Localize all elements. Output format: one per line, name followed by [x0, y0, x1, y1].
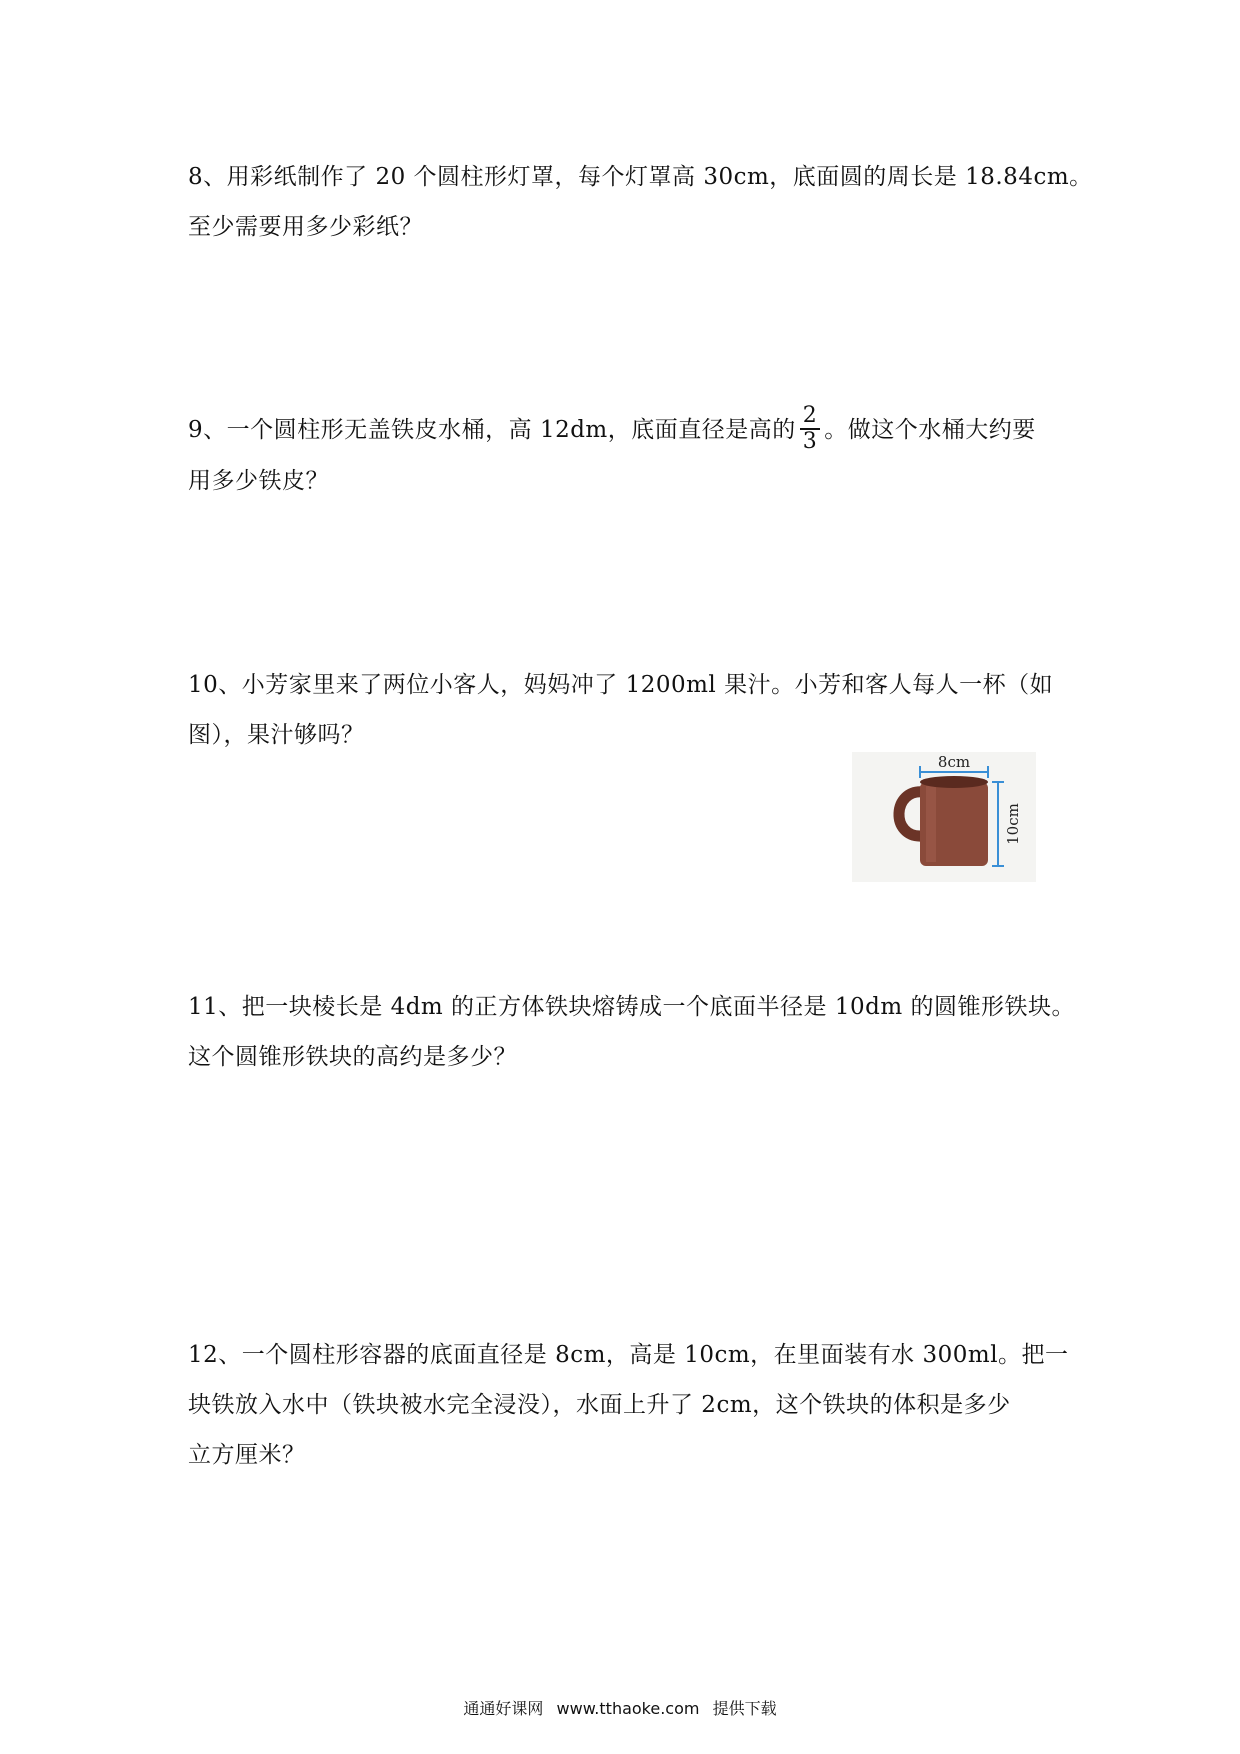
problem-12 [188, 1330, 1068, 1480]
mug-figure [852, 752, 1036, 882]
problem-12-line-1: 12、一个圆柱形容器的底面直径是 8cm，高是 10cm，在里面装有水 300ml。把一 [188, 1342, 1069, 1368]
problem-11 [188, 982, 1075, 1082]
problem-8-line-1: 8、用彩纸制作了 20 个圆柱形灯罩，每个灯罩高 30cm，底面圆的周长是 18.84cm。 [188, 164, 1093, 190]
problem-12-line-3: 立方厘米？ [188, 1442, 306, 1468]
problem-12-line-2: 块铁放入水中（铁块被水完全浸没），水面上升了 2cm，这个铁块的体积是多少 [188, 1392, 1011, 1418]
footer-site-name: 通通好课网 [463, 1699, 544, 1718]
problem-11-line-2: 这个圆锥形铁块的高约是多少？ [188, 1044, 517, 1070]
page-footer [0, 1696, 1240, 1719]
problem-9-line-2: 用多少铁皮？ [188, 468, 329, 494]
problem-8-line-2: 至少需要用多少彩纸？ [188, 214, 423, 240]
mug-highlight [926, 786, 936, 862]
problem-9-line-1 [188, 405, 1068, 456]
problem-10-line-1: 10、小芳家里来了两位小客人，妈妈冲了 1200ml 果汁。小芳和客人每人一杯（如 [188, 672, 1054, 698]
footer-suffix: 提供下载 [712, 1699, 777, 1718]
problem-9 [188, 405, 1068, 506]
fraction-denominator: 3 [802, 429, 818, 454]
problem-10-line-2: 图），果汁够吗？ [188, 722, 365, 748]
footer-url[interactable]: www.tthaoke.com [556, 1699, 700, 1718]
fraction-numerator: 2 [800, 404, 821, 430]
mug-illustration [852, 752, 1036, 882]
height-label: 10cm [1004, 803, 1022, 845]
problem-9-text-after-fraction: 。做这个水桶大约要 [824, 417, 1036, 443]
fraction-two-thirds [800, 404, 821, 454]
mug-rim [920, 776, 988, 788]
problem-11-line-1: 11、把一块棱长是 4dm 的正方体铁块熔铸成一个底面半径是 10dm 的圆锥形铁块。 [188, 994, 1075, 1020]
problem-10 [188, 660, 1068, 760]
problem-9-text-before-fraction: 9、一个圆柱形无盖铁皮水桶，高 12dm，底面直径是高的 [188, 417, 796, 443]
problem-8 [188, 152, 1093, 252]
diameter-label: 8cm [937, 753, 971, 771]
